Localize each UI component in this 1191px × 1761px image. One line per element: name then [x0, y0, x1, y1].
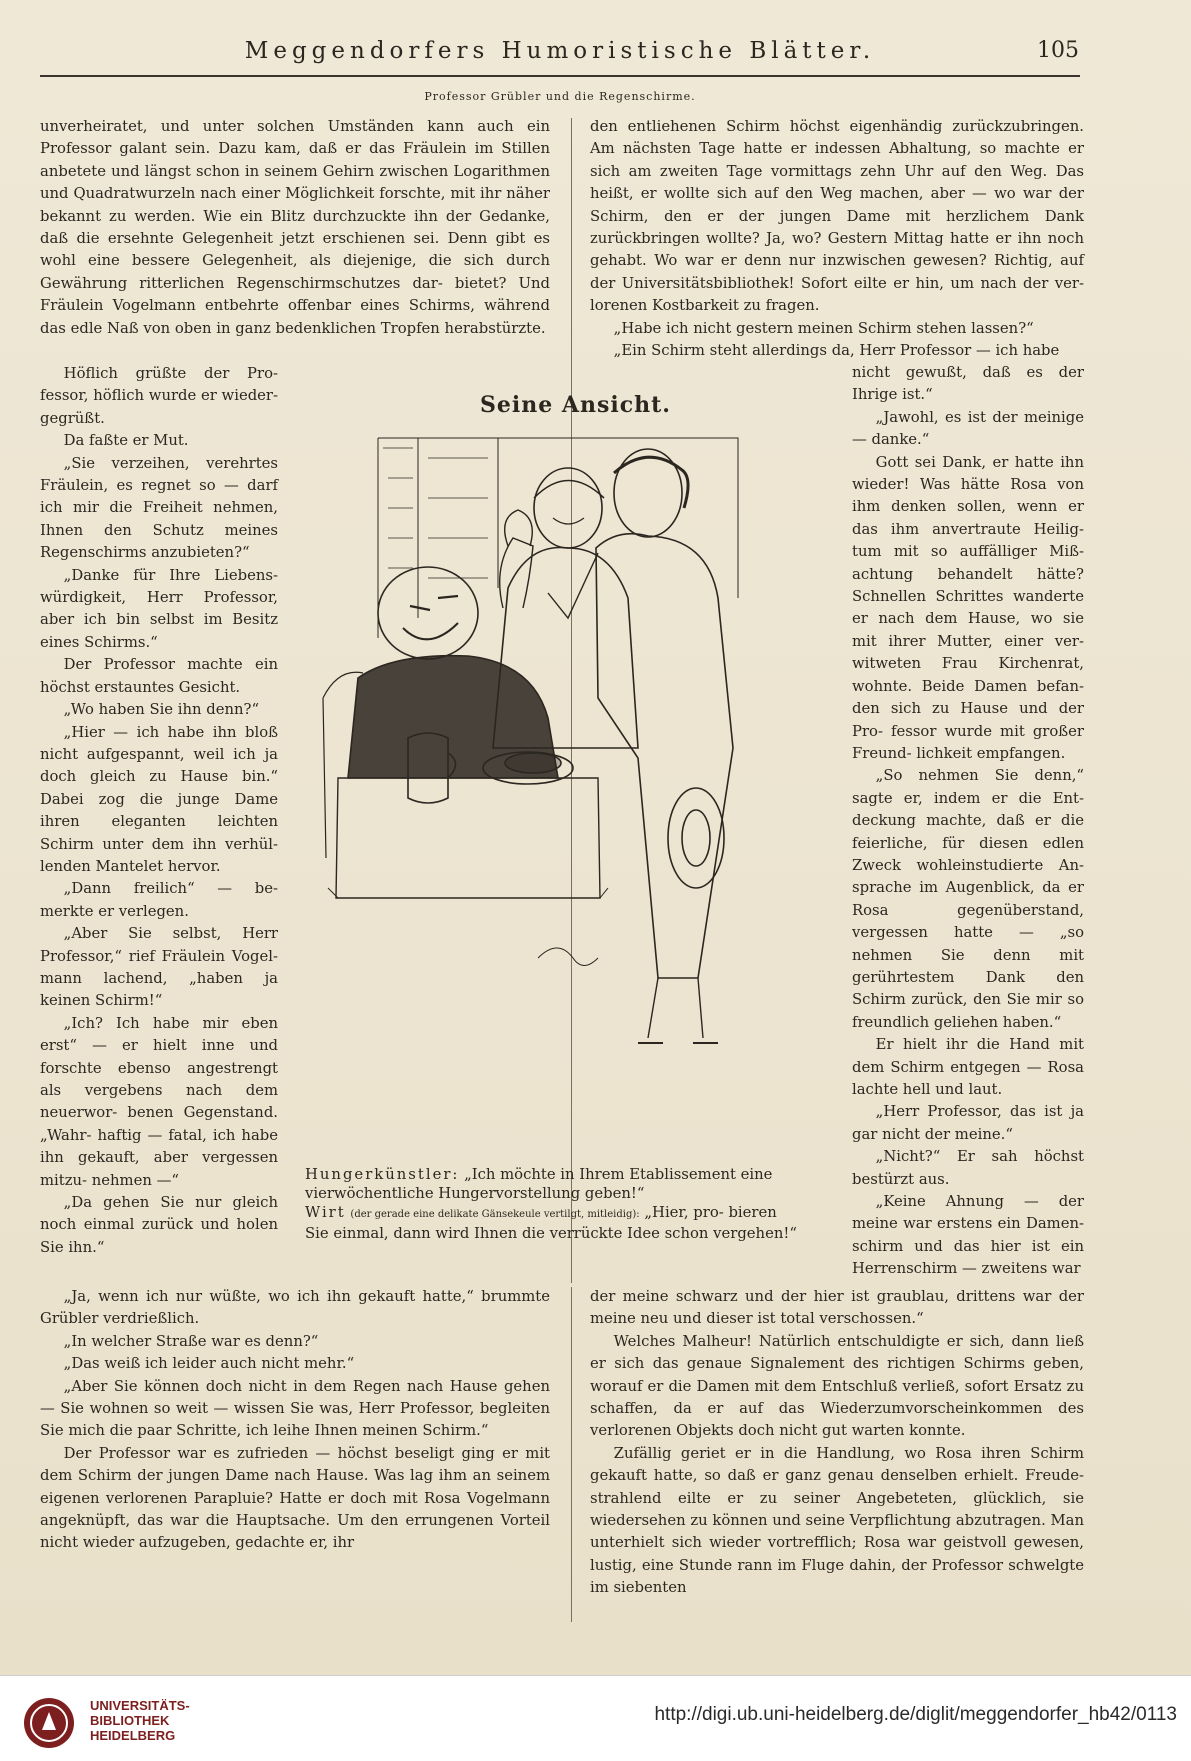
paragraph: Der Professor war es zufrieden — höchst beseligt ging er mit dem Schirm der jungen Dame nach Hause. Was lag ihm an seinem eigenen verlorenen Parapluie? Hatte er doch mit Rosa Vogelmann angeknüpft, das war die Hauptsache. Um den errungenen Vorteil nicht wieder aufzugeben, gedachte er, ihr	[40, 1444, 550, 1552]
caption-line-2: „Hier, pro- bieren Sie einmal, dann wird Ihnen die verrückte Idee schon vergehen!“	[305, 1204, 797, 1242]
right-column-bottom	[590, 1286, 1084, 1600]
university-seal-icon	[22, 1696, 76, 1750]
paragraph: Der Professor machte ein höchst erstauntes Gesicht.	[40, 656, 278, 696]
paragraph: „So nehmen Sie denn,“ sagte er, indem er die Ent- deckung machte, daß er die feierliche, für diesen edlen Zweck wohleinstudierte An- sprache im Augenblick, da er Rosa gegenüberstand, vergessen hatte — „so nehmen Sie denn mit gerührtestem Dank den Schirm zurück, den Sie mir so freundlich geliehen haben.“	[852, 767, 1084, 1031]
running-head: Meggendorfers Humoristische Blätter.	[244, 38, 876, 64]
paragraph: „Da gehen Sie nur gleich noch einmal zurück und holen Sie ihn.“	[40, 1194, 278, 1256]
library-line-3: HEIDELBERG	[90, 1728, 176, 1743]
right-column-narrow	[852, 362, 1084, 1281]
paragraph: Höflich grüßte der Pro- fessor, höflich wurde er wieder- gegrüßt.	[40, 365, 278, 427]
paragraph: „Danke für Ihre Liebens- würdigkeit, Herr Professor, aber ich bin selbst im Besitz eines Schirms.“	[40, 566, 278, 651]
paragraph: „Habe ich nicht gestern meinen Schirm stehen lassen?“	[613, 319, 1034, 337]
paragraph: „Das weiß ich leider auch nicht mehr.“	[63, 1355, 355, 1373]
paragraph: „Wo haben Sie ihn denn?“	[63, 701, 260, 719]
paragraph: „Dann freilich“ — be- merkte er verlegen.	[40, 880, 278, 920]
library-footer	[0, 1675, 1191, 1761]
header-rule	[40, 75, 1080, 77]
paragraph: Gott sei Dank, er hatte ihn wieder! Was hätte Rosa von ihm denken sollen, wenn er das ihm anvertraute Heilig- tum mit so auffälliger Miß- achtung behandelt hätte? Schnellen Schrittes wanderte er nach dem Hause, wo sie mit ihrer Mutter, einer ver- witweten Frau Kirchenrat, wohnte. Beide Damen befan- den sich zu Hause und der Pro- fessor wurde mit großer Freund- lichkeit empfangen.	[852, 453, 1084, 762]
caption-speaker-2: Wirt	[305, 1204, 346, 1221]
library-line-2: BIBLIOTHEK	[90, 1713, 170, 1728]
paragraph: Welches Malheur! Natürlich entschuldigte er sich, dann ließ er sich das genaue Signalement des richtigen Schirms geben, worauf er die Damen mit dem Entschluß verließ, sofort Ersatz zu schaffen, da er auf das Wiederzumvorscheinkommen des verlorenen Objekts doch nicht gut warten konnte.	[590, 1332, 1084, 1440]
left-column-top	[40, 116, 550, 340]
library-line-1: UNIVERSITÄTS-	[90, 1698, 190, 1713]
page-number: 105	[1037, 38, 1079, 63]
paragraph: Da faßte er Mut.	[63, 432, 189, 450]
paragraph: den entliehenen Schirm höchst eigenhändig zurückzubringen. Am nächsten Tage hatte er indessen Abhaltung, so machte er sich am zweiten Tage vormittags zehn Uhr auf den Weg. Das heißt, er wollte sich auf den Weg machen, aber — wo war der Schirm, den er der jungen Dame mit herzlichem Dank zurückbringen wollte? Ja, wo? Gestern Mittag hatte er ihn noch gehabt. Wo war er denn nur inzwischen gewesen? Richtig, auf der Universitätsbibliothek! Sofort eilte er hin, um nach der ver- lorenen Kostbarkeit zu fragen.	[590, 118, 1084, 315]
paragraph: „Ich? Ich habe mir eben erst“ — er hielt inne und forschte ebenso angestrengt als vergebens nach dem neuerwor- benen Gegenstand. „Wahr- haftig — fatal, ich habe ihn gekauft, aber vergessen mitzu- nehmen —“	[40, 1014, 278, 1189]
paragraph: „Ja, wenn ich nur wüßte, wo ich ihn gekauft hatte,“ brummte Grübler verdrießlich.	[40, 1288, 550, 1328]
library-name	[90, 1698, 190, 1743]
paragraph: der meine schwarz und der hier ist graublau, drittens war der meine neu und dieser ist total verschossen.“	[590, 1288, 1084, 1328]
illustration-caption	[305, 1165, 805, 1243]
paragraph: „Nicht?“ Er sah höchst bestürzt aus.	[852, 1148, 1084, 1188]
caption-speaker-1: Hungerkünstler:	[305, 1166, 460, 1183]
paragraph: nicht gewußt, daß es der Ihrige ist.“	[852, 364, 1084, 404]
paragraph: „Sie verzeihen, verehrtes Fräulein, es regnet so — darf ich mir die Freiheit nehmen, Ihnen den Schutz meines Regenschirms anzubieten?“	[40, 454, 278, 562]
caption-note: (der gerade eine delikate Gänsekeule vertilgt, mitleidig):	[350, 1209, 640, 1220]
article-title: Professor Grübler und die Regenschirme.	[424, 90, 696, 103]
paragraph: „Aber Sie können doch nicht in dem Regen nach Hause gehen — Sie wohnen so weit — wissen Sie was, Herr Professor, begleiten Sie mich die paar Schritte, ich leihe Ihnen meinen Schirm.“	[40, 1377, 550, 1440]
paragraph: „Herr Professor, das ist ja gar nicht der meine.“	[852, 1103, 1084, 1143]
paragraph: „Aber Sie selbst, Herr Professor,“ rief Fräulein Vogel- mann lachend, „haben ja keinen Schirm!“	[40, 925, 278, 1010]
paragraph: unverheiratet, und unter solchen Umständen kann auch ein Professor galant sein. Dazu kam, daß er das Fräulein im Stillen anbetete und längst schon in seinem Gehirn zwischen Logarithmen und Quadratwurzeln nach einer Möglichkeit forschte, mit ihr näher bekannt zu werden. Wie ein Blitz durchzuckte ihn der Gedanke, daß die ersehnte Gelegenheit jetzt erschienen sei. Denn gibt es wohl eine bessere Gelegenheit, als diejenige, die sich durch Gewährung ritterlichen Regenschirmschutzes dar- bietet? Und Fräulein Vogelmann entbehrte offenbar eines Schirms, während das edle Naß von oben in ganz bedenklichen Tropfen herabstürzte.	[40, 118, 550, 337]
illustration-title: Seine Ansicht.	[480, 392, 671, 418]
paragraph: „Hier — ich habe ihn bloß nicht aufgespannt, weil ich ja doch gleich zu Hause bin.“ Dabei zog die junge Dame ihren eleganten leichten Schirm unter dem ihn verhül- lenden Mantelet hervor.	[40, 723, 278, 875]
source-url[interactable]: http://digi.ub.uni-heidelberg.de/diglit/meggendorfer_hb42/0113	[654, 1704, 1177, 1725]
right-column-top	[590, 116, 1084, 362]
paragraph: Zufällig geriet er in die Handlung, wo Rosa ihren Schirm gekauft hatte, so daß er ganz genau denselben erhielt. Freude- strahlend eilte er zu seiner Angebeteten, glücklich, sie wiedersehen zu können und seine Verpflichtung abzutragen. Man unterhielt sich wieder vortrefflich; Rosa war geistvoll gewesen, lustig, eine Stunde rann im Fluge dahin, der Professor schwelgte im siebenten	[590, 1444, 1084, 1597]
left-column-narrow	[40, 363, 278, 1259]
left-column-bottom	[40, 1286, 550, 1555]
paragraph: „In welcher Straße war es denn?“	[63, 1332, 319, 1350]
cartoon-illustration	[318, 418, 818, 1128]
column-divider-bottom	[571, 1287, 572, 1622]
paragraph: „Jawohl, es ist der meinige — danke.“	[852, 408, 1084, 449]
caption-line-1: „Ich möchte in Ihrem Etablissement eine vierwöchentliche Hungervorstellung geben!“	[305, 1166, 773, 1202]
paragraph: Er hielt ihr die Hand mit dem Schirm entgegen — Rosa lachte hell und laut.	[852, 1036, 1084, 1098]
paragraph: „Keine Ahnung — der meine war erstens ein Damen- schirm und das hier ist ein Herrenschirm — zweitens war	[852, 1193, 1084, 1278]
paragraph: „Ein Schirm steht allerdings da, Herr Professor — ich habe	[613, 342, 1060, 360]
